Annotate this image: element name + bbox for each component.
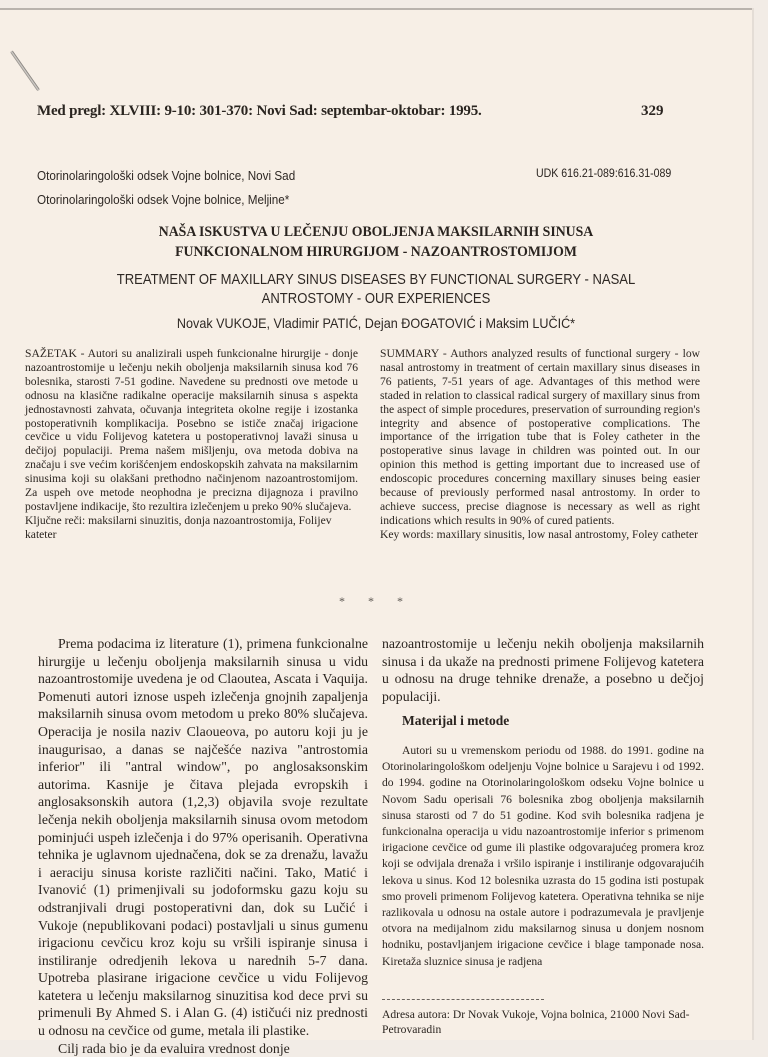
- body-right-column: [382, 743, 704, 970]
- title-serbian: [30, 222, 722, 262]
- udk-code: UDK 616.21-089:616.31-089: [536, 168, 672, 180]
- section-separator: * * *: [339, 594, 413, 608]
- abstract-english: [380, 347, 700, 542]
- section-heading-methods: Materijal i metode: [402, 713, 510, 728]
- title-serbian-line-1: NAŠA ISKUSTVA U LEČENJU OBOLJENJA MAKSILARNIH SINUSA: [158, 224, 594, 240]
- title-english-line-1: TREATMENT OF MAXILLARY SINUS DISEASES BY FUNCTIONAL SURGERY - NASAL: [116, 272, 636, 288]
- title-serbian-line-2: FUNKCIONALNOM HIRURGIJOM - NAZOANTROSTOMIJOM: [175, 244, 577, 260]
- pin-mark: [10, 50, 40, 91]
- abstract-serbian-text: SAŽETAK - Autori su analizirali uspeh funkcionalne hirurgije - donje nazoantrostomije u lečenju nekih oboljenja maksilarnih sinusa kod 76 bolesnika, starosti 7-51 godine. Navedene su prednosti ove metode u odnosu na klasične radikalne operacije maksilarnih sinusa s aspekta jednostavnosti zahvata, očuvanja integriteta okolne regije i izostanka postoperativnih komplikacija. Posebno se ističe značaj irigacione cevčice u vidu Folijevog katetera u postoperativnoj lavaži sinusa u dečijoj populaciji. Prema našem mišljenju, ova metoda dobiva na značaju i sve većim korišćenjem endoskopskih zahvata na maksilarnim sinusima koji su olakšani prethodno načinjenom nazoantrostomijom. Za uspeh ove metode neophodna je precizna dijagnoza i pravilno postavljene indikacije, što rezultira izlečenjem u preko 90% slučajeva.: [25, 347, 358, 513]
- scanned-page: [0, 8, 752, 1056]
- title-english-line-2: ANTROSTOMY - OUR EXPERIENCES: [261, 291, 491, 307]
- journal-citation: Med pregl: XLVIII: 9-10: 301-370: Novi Sad: septembar-oktobar: 1995.: [37, 103, 482, 119]
- aim-paragraph-continuation: nazoantrostomije u lečenju nekih oboljenja maksilarnih sinusa i da ukaže na prednosti primene Folijevog katetera u odnosu na druge tehnike drenaže, a posebno u dečjoj populaciji.: [382, 636, 704, 704]
- footnote-rule: [382, 999, 544, 1000]
- abstract-serbian-keywords: Ključne reči: maksilarni sinuzitis, donja nazoantrostomija, Folijev kateter: [25, 513, 332, 541]
- author-address-footnote: Adresa autora: Dr Novak Vukoje, Vojna bolnica, 21000 Novi Sad-Petrovaradin: [382, 1008, 690, 1036]
- page-number: 329: [641, 103, 664, 119]
- title-english: [92, 271, 661, 309]
- affiliation-1: Otorinolaringološki odsek Vojne bolnice, Novi Sad: [37, 168, 296, 183]
- abstract-english-text: SUMMARY - Authors analyzed results of functional surgery - low nasal antrostomy in treatment of certain maxillary sinus diseases in 76 patients, 7-51 years of age. Advantages of this method were staded in relation to classical radical surgery of maxillary sinus from the aspect of simple procedures, preservation of surrounding region's integrity and absence of postoperative complications. The importance of the irrigation tube that is Foley catheter in the postoperative sinus lavage in children was pointed out. In our opinion this method is getting important due to increased use of endoscopic procedures concerning maxillary sinuses being easier because of previously performed nasal antrostomy. In order to achieve success, precise diagnose is necessary as well as right indications which results in 90% of cured patients.: [380, 347, 700, 527]
- intro-paragraph: Prema podacima iz literature (1), primena funkcionalne hirurgije u lečenju oboljenja maksilarnih sinusa u vidu nazoantrostomije uvedena je od Claoutea, Ascata i Vaquija. Pomenuti autori iznose uspeh izlečenja gnojnih zapaljenja maksilarnih sinusa ovom metodom u preko 80% slučajeva. Operacija je nosila naziv Claoueova, po autoru koji ju je inaugurisao, a danas se najčešće naziva "antrostomia inferior" ili "antral window", po anglosaksonskim autorima. Kasnije je čitava plejada evropskih i anglosaksonskih autora (1,2,3) objavila svoje rezultate lečenja nekih oboljenja maksilarnih sinusa ovom metodom pominjući uspeh izlečenja i do 97% operisanih. Operativna tehnika je uglavnom ujednačena, dok se za drenažu, lavažu i aeraciju sinusa koriste različiti načini. Tako, Matić i Ivanović (1) primenjivali su jodoformsku gazu koju su odstranjivali drugi postoperativni dan, dok su Lučić i Vukoje (nepublikovani podaci) postavljali u sinus gumenu irigacionu cevčicu kroz koju su vršili ispiranje sinusa i instiliranje odredjenih lekova u narednih 5-7 dana. Upotreba plasirane irigacione cevčice u vidu Folijevog katetera u lečenju maksilarnog sinuzitisa kod dece prvi su primenuli By Ahmed S. i Alan G. (4) ističući niz prednosti u odnosu na cevčice od gume, metala ili plastike.: [38, 636, 368, 1039]
- affiliation-2: Otorinolaringološki odsek Vojne bolnice, Meljine*: [37, 192, 290, 207]
- methods-paragraph: Autori su u vremenskom periodu od 1988. do 1991. godine na Otorinolaringološkom odeljenju Vojne bolnice u Sarajevu i od 1992. do 1994. godine na Otorinolaringološkom odseku Vojne bolnice u Novom Sadu operisali 76 bolesnika zbog oboljenja maksilarnih sinusa starosti od 7 do 51 godine. Kod svih bolesnika radjena je funkcionalna operacija u vidu nazoantrostomije inferior s primenom irigacione cevčice od gume ili plastike odgovarajućeg promera kroz koji se odvijala drenaža i vršilo ispiranje i instiliranje odgovarajućih lekova u sinus. Kod 12 bolesnika uzrasta do 15 godina isti postupak smo proveli primenom Folijevog katetera. Operativna tehnika se nije razlikovala u odnosu na ostale autore i podrazumevala je pravljenje otvora na medijalnom zidu maksilarnog sinusa u donjem nosnom hodniku, postavljanjem irigacione cevčice i blage tamponade nosa. Kiretaža sluznice sinusa je radjena: [382, 744, 704, 968]
- authors-line: Novak VUKOJE, Vladimir PATIĆ, Dejan ĐOGATOVIĆ i Maksim LUČIĆ*: [176, 315, 576, 331]
- abstract-english-keywords: Key words: maxillary sinusitis, low nasal antrostomy, Foley catheter: [380, 527, 699, 541]
- body-left-column: [38, 635, 368, 1057]
- aim-paragraph-start: Cilj rada bio je da evaluira vrednost donje: [58, 1040, 290, 1056]
- abstract-serbian: [25, 347, 358, 542]
